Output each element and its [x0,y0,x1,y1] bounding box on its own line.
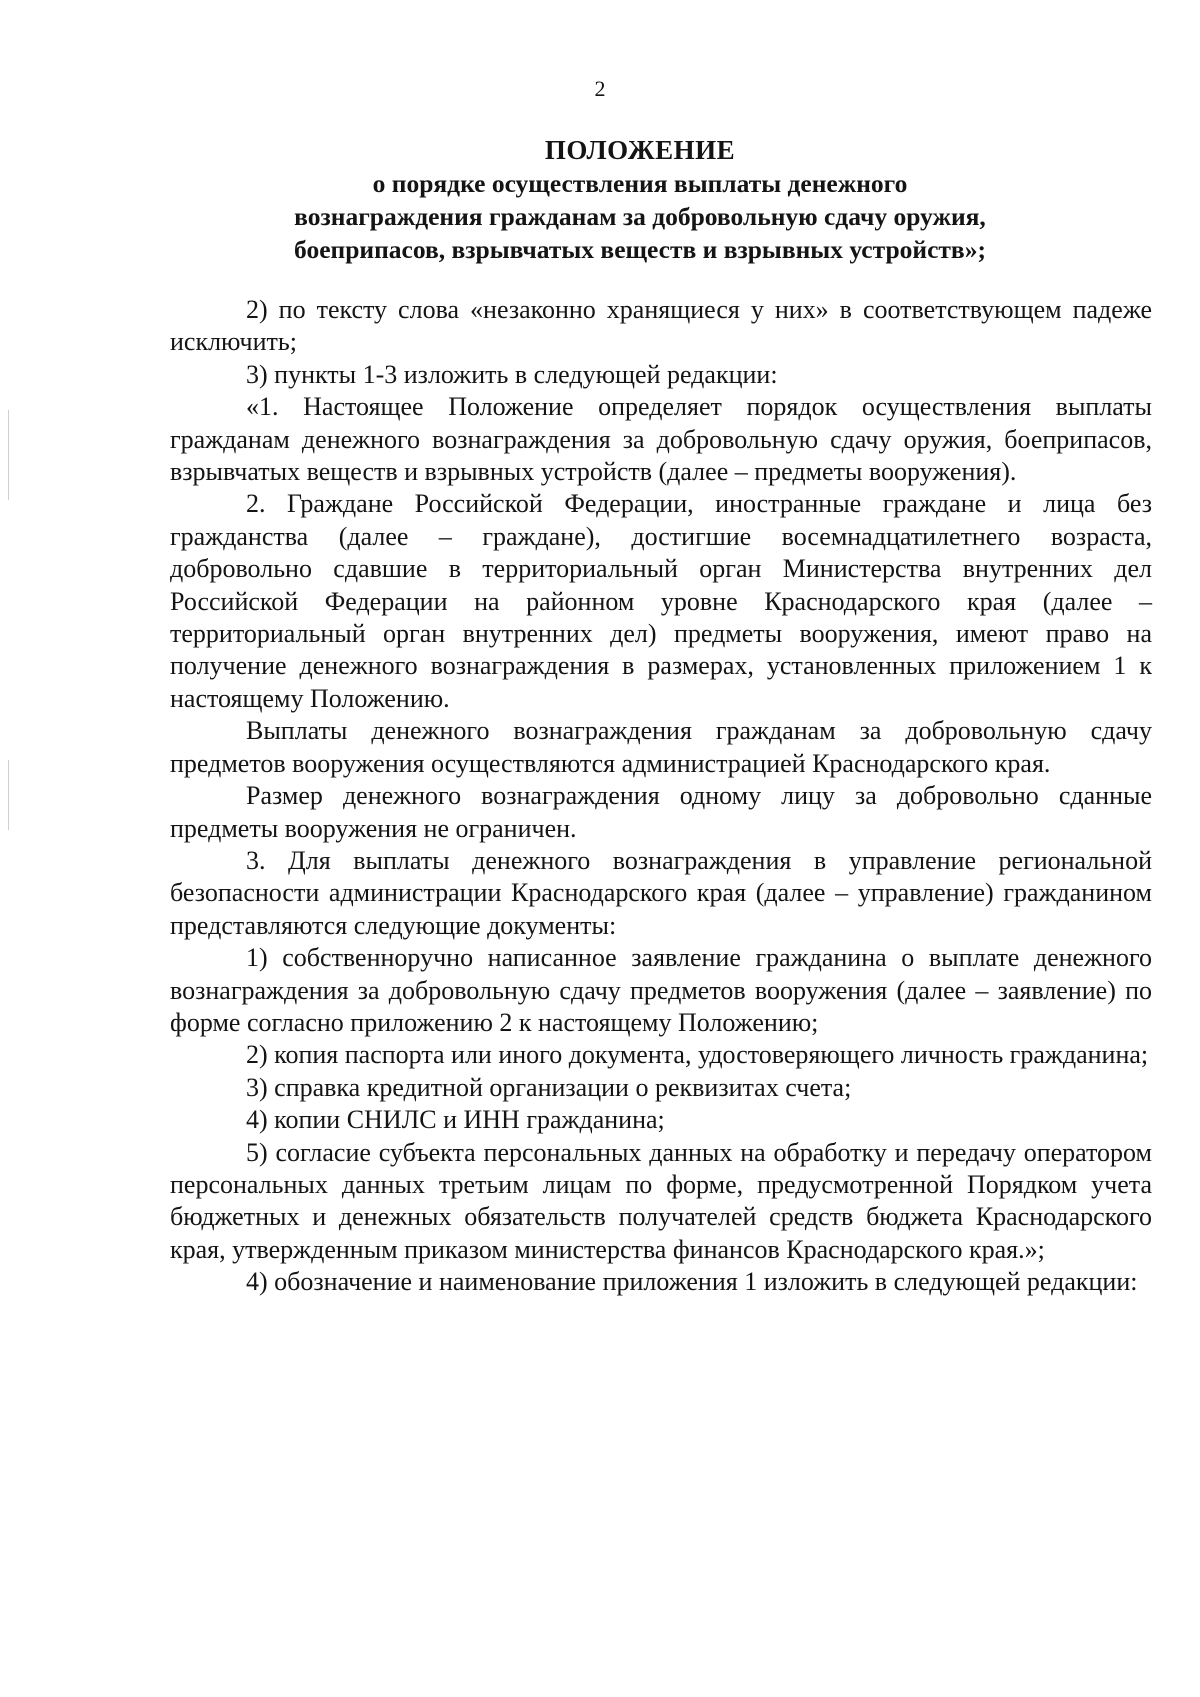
scan-edge-mark [8,760,9,830]
paragraph: 4) копии СНИЛС и ИНН гражданина; [246,1105,665,1135]
paragraph: 3. Для выплаты денежного вознаграждения в управление региональной безопасности администрации Краснодарского края (далее – управление) гражданином представляются следующие документы: [170,845,1152,940]
paragraph: 1) собственноручно написанное заявление гражданина о выплате денежного вознаграждения за добровольную сдачу предметов вооружения (далее – заявление) по форме согласно приложению 2 к настоящему Положению; [170,943,1152,1037]
paragraph: «1. Настоящее Положение определяет порядок осуществления выплаты гражданам денежного вознаграждения за добровольную сдачу оружия, боеприпасов, взрывчатых веществ и взрывных устройств (далее – предметы вооружения). [170,392,1152,487]
page-number: 2 [594,76,606,101]
paragraph: Выплаты денежного вознаграждения гражданам за добровольную сдачу предметов вооружения осуществляются администрацией Краснодарского края. [170,716,1152,778]
document-body [170,294,1152,1299]
paragraph: 2) по тексту слова «незаконно хранящиеся у них» в соответствующем падеже исключить; [170,295,1152,357]
scan-edge-mark [8,410,9,500]
paragraph: Размер денежного вознаграждения одному лицу за добровольно сданные предметы вооружения не ограничен. [170,781,1152,843]
heading-line: о порядке осуществления выплаты денежного [372,169,908,198]
paragraph: 4) обозначение и наименование приложения 1 изложить в следующей редакции: [246,1267,1138,1297]
document-heading [200,133,1080,266]
heading-line: боеприпасов, взрывчатых веществ и взрывных устройств»; [294,235,986,264]
paragraph: 3) справка кредитной организации о реквизитах счета; [246,1072,852,1102]
paragraph: 2. Граждане Российской Федерации, иностранные граждане и лица без гражданства (далее – граждане), достигшие восемнадцатилетнего возраста, добровольно сдавшие в территориальный орган Министерства внутренних дел Российской Федерации на районном уровне Краснодарского края (далее – территориальный орган внутренних дел) предметы вооружения, имеют право на получение денежного вознаграждения в размерах, установленных приложением 1 к настоящему Положению. [170,489,1152,713]
paragraph: 3) пункты 1-3 изложить в следующей редакции: [246,359,778,389]
heading-line: вознаграждения гражданам за добровольную сдачу оружия, [294,202,986,231]
heading-title: ПОЛОЖЕНИЕ [544,135,736,165]
paragraph: 5) согласие субъекта персональных данных на обработку и передачу оператором персональных данных третьим лицам по форме, предусмотренной Порядком учета бюджетных и денежных обязательств получателей средств бюджета Краснодарского края, утвержденным приказом министерства финансов Краснодарского края.»; [170,1137,1152,1264]
paragraph: 2) копия паспорта или иного документа, удостоверяющего личность гражданина; [246,1040,1149,1070]
